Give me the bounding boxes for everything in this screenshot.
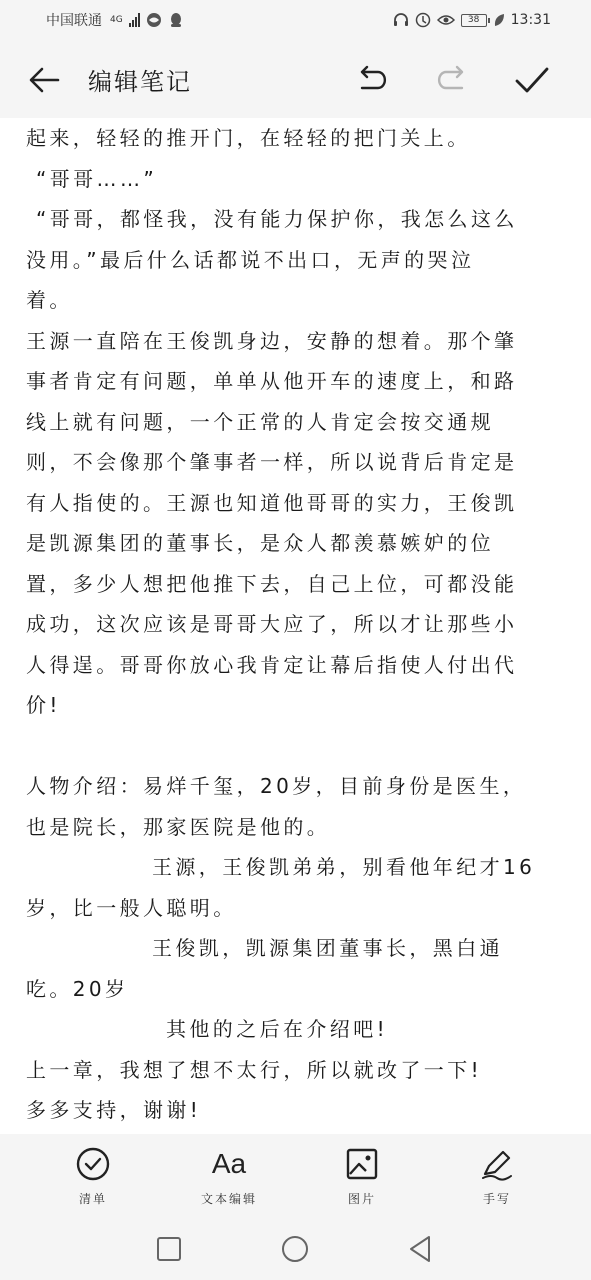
text-format-icon: Aa: [211, 1148, 247, 1179]
note-line[interactable]: 是凯源集团的董事长，是众人都羡慕嫉妒的位: [26, 531, 494, 555]
note-line[interactable]: “哥哥，都怪我，没有能力保护你，我怎么这么: [36, 207, 518, 231]
battery-level: 38: [467, 15, 480, 25]
note-line[interactable]: 其他的之后在介绍吧!: [166, 1017, 389, 1041]
battery-icon: [461, 14, 487, 27]
home-icon[interactable]: [280, 1234, 310, 1264]
undo-icon[interactable]: [354, 62, 390, 98]
bottom-toolbar: [0, 1134, 591, 1222]
note-line[interactable]: 多多支持，谢谢!: [26, 1098, 202, 1122]
page-title: 编辑笔记: [88, 68, 192, 96]
handwrite-button[interactable]: [437, 1146, 557, 1207]
pen-icon: [479, 1146, 515, 1182]
image-icon: [344, 1146, 380, 1182]
note-line[interactable]: 吃。20岁: [26, 976, 129, 1001]
signal-icon: [129, 13, 140, 27]
checklist-label: 清单: [78, 1192, 107, 1206]
handwrite-label: 手写: [482, 1192, 511, 1206]
note-line[interactable]: 着。: [26, 288, 73, 312]
note-line[interactable]: 王源，王俊凯弟弟，别看他年纪才16: [152, 855, 536, 879]
qq-icon: [168, 12, 184, 28]
note-line[interactable]: 成功，这次应该是哥哥大应了，所以才让那些小: [26, 612, 518, 636]
note-line[interactable]: 岁，比一般人聪明。: [26, 895, 237, 920]
note-line[interactable]: 王源一直陪在王俊凯身边，安静的想着。那个肇: [26, 328, 518, 353]
image-button[interactable]: [302, 1146, 422, 1207]
network-type: 4G: [110, 15, 123, 25]
status-right: [393, 12, 551, 28]
note-line[interactable]: 则，不会像那个肇事者一样，所以说背后肯定是: [26, 450, 518, 474]
note-line[interactable]: 人物介绍：易烊千玺，20岁，目前身份是医生，: [26, 774, 527, 798]
note-editor[interactable]: [0, 118, 591, 1134]
back-triangle-icon[interactable]: [406, 1234, 436, 1264]
carrier-name: 中国联通: [46, 13, 102, 29]
status-left: [46, 10, 184, 30]
check-icon[interactable]: [512, 60, 552, 100]
recent-apps-icon[interactable]: [154, 1234, 184, 1264]
note-line[interactable]: 人得逞。哥哥你放心我肯定让幕后指使人付出代: [26, 652, 518, 677]
note-line[interactable]: 置，多少人想把他推下去，自己上位，可都没能: [26, 571, 518, 596]
note-line-blank[interactable]: [26, 726, 565, 767]
note-line[interactable]: 有人指使的。王源也知道他哥哥的实力，王俊凯: [26, 490, 518, 515]
note-line[interactable]: 起来，轻轻的推开门，在轻轻的把门关上。: [26, 126, 471, 150]
image-label: 图片: [347, 1192, 376, 1206]
checklist-button[interactable]: [33, 1146, 153, 1207]
eye-comfort-icon: [437, 12, 455, 28]
headphone-icon: [393, 12, 409, 28]
clock: 13:31: [510, 12, 551, 28]
text-edit-button[interactable]: [169, 1146, 289, 1207]
leaf-icon: [493, 13, 505, 27]
nav-bar: [0, 1222, 591, 1280]
data-saver-icon: [415, 12, 431, 28]
text-edit-label: 文本编辑: [200, 1192, 257, 1206]
note-line[interactable]: 也是院长，那家医院是他的。: [26, 814, 331, 839]
note-line[interactable]: 王俊凯，凯源集团董事长，黑白通: [152, 936, 503, 960]
status-bar: [0, 0, 591, 40]
app-bar: [0, 40, 591, 118]
note-line[interactable]: 价!: [26, 693, 61, 717]
browser-icon: [146, 12, 162, 28]
note-line[interactable]: 上一章，我想了想不太行，所以就改了一下!: [26, 1057, 483, 1082]
checklist-icon: [75, 1146, 111, 1182]
note-line[interactable]: 线上就有问题，一个正常的人肯定会按交通规: [26, 409, 494, 434]
redo-icon[interactable]: [434, 62, 470, 98]
note-line[interactable]: 事者肯定有问题，单单从他开车的速度上，和路: [26, 369, 518, 393]
note-line[interactable]: 没用。”最后什么话都说不出口，无声的哭泣: [26, 247, 475, 272]
note-line[interactable]: “哥哥……”: [36, 166, 158, 191]
back-arrow-icon[interactable]: [26, 62, 62, 98]
